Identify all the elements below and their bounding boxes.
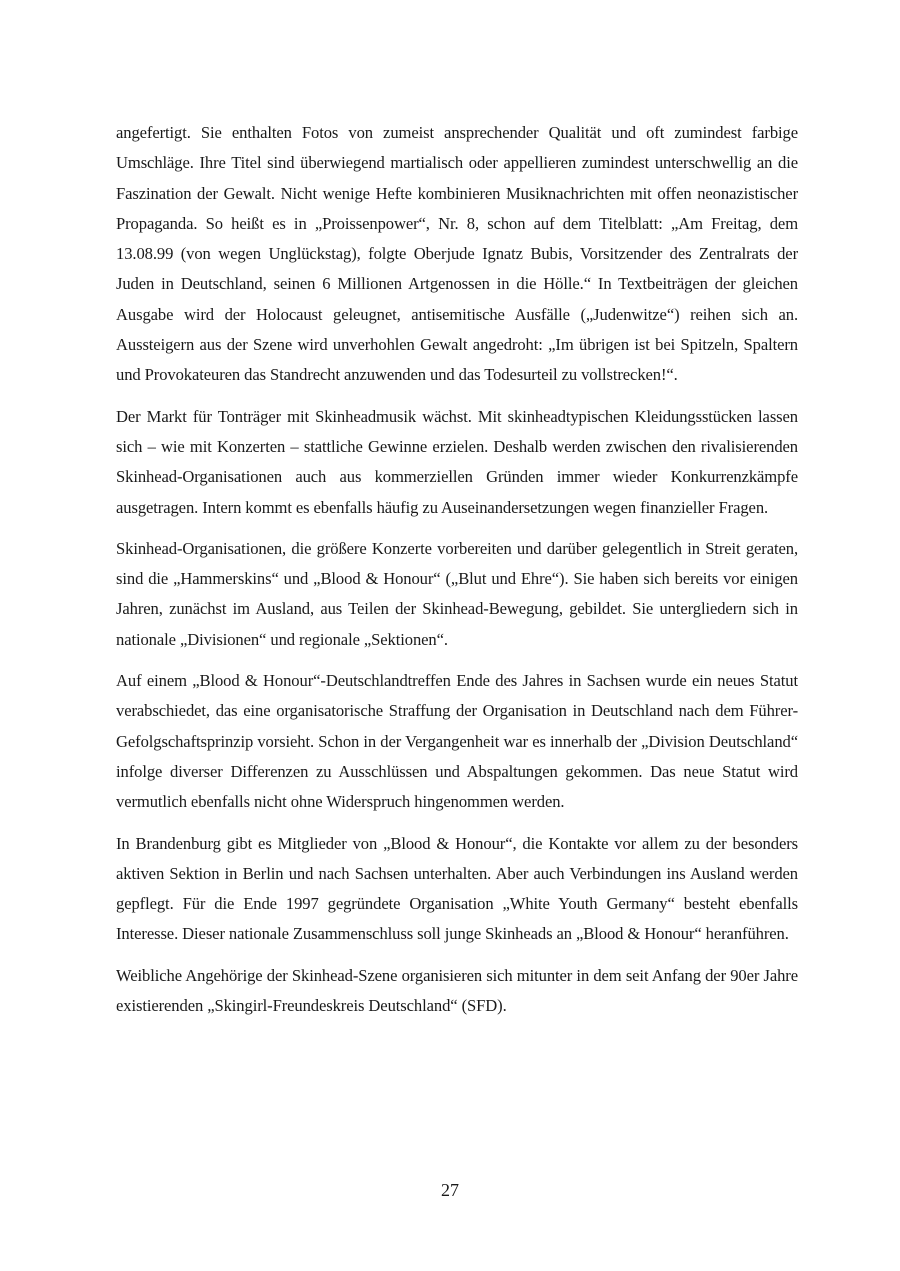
- paragraph-2: Der Markt für Tonträger mit Skinheadmusik wächst. Mit skinheadtypischen Kleidungsstücken lassen sich – wie mit Konzerten – stattliche Gewinne erzielen. Deshalb werden zwischen den rivalisierenden Skinhead-Organisationen auch aus kommerziellen Gründen immer wieder Konkurrenzkämpfe ausgetragen. Intern kommt es ebenfalls häufig zu Auseinandersetzungen wegen finanzieller Fragen.: [116, 406, 798, 517]
- paragraph-6: Weibliche Angehörige der Skinhead-Szene organisieren sich mitunter in dem seit Anfang der 90er Jahre existierenden „Skingirl-Freundeskreis Deutschland“ (SFD).: [116, 965, 798, 1016]
- paragraph-5: In Brandenburg gibt es Mitglieder von „Blood & Honour“, die Kontakte vor allem zu der besonders aktiven Sektion in Berlin und nach Sachsen unterhalten. Aber auch Verbindungen ins Ausland werden gepflegt. Für die Ende 1997 gegründete Organisation „White Youth Germany“ besteht ebenfalls Interesse. Dieser nationale Zusammenschluss soll junge Skinheads an „Blood & Honour“ heranführen.: [116, 833, 798, 944]
- paragraph-1: angefertigt. Sie enthalten Fotos von zumeist ansprechender Qualität und oft zumindest farbige Umschläge. Ihre Titel sind überwiegend martialisch oder appellieren zumindest unterschwellig an die Faszination der Gewalt. Nicht wenige Hefte kombinieren Musiknachrichten mit offen neonazistischer Propaganda. So heißt es in „Proissenpower“, Nr. 8, schon auf dem Titelblatt: „Am Freitag, dem 13.08.99 (von wegen Unglückstag), folgte Oberjude Ignatz Bubis, Vorsitzender des Zentralrats der Juden in Deutschland, seinen 6 Millionen Artgenossen in die Hölle.“ In Textbeiträgen der gleichen Ausgabe wird der Holocaust geleugnet, antisemitische Ausfälle („Judenwitze“) reihen sich an. Aussteigern aus der Szene wird unverhohlen Gewalt angedroht: „Im übrigen ist bei Spitzeln, Spaltern und Provokateuren das Standrecht anzuwenden und das Todesurteil zu vollstrecken!“.: [116, 123, 798, 385]
- paragraph-3: Skinhead-Organisationen, die größere Konzerte vorbereiten und darüber gelegentlich in Streit geraten, sind die „Hammerskins“ und „Blood & Honour“ („Blut und Ehre“). Sie haben sich bereits vor einigen Jahren, zunächst im Ausland, aus Teilen der Skinhead-Bewegung, gebildet. Sie untergliedern sich in nationale „Divisionen“ und regionale „Sektionen“.: [116, 538, 798, 649]
- page-number: 27: [441, 1180, 459, 1200]
- paragraph-4: Auf einem „Blood & Honour“-Deutschlandtreffen Ende des Jahres in Sachsen wurde ein neues Statut verabschiedet, das eine organisatorische Straffung der Organisation in Deutschland nach dem Führer-Gefolgschaftsprinzip vorsieht. Schon in der Vergangenheit war es innerhalb der „Division Deutschland“ infolge diverser Differenzen zu Ausschlüssen und Abspaltungen gekommen. Das neue Statut wird vermutlich ebenfalls nicht ohne Widerspruch hingenommen werden.: [116, 671, 798, 812]
- body-text: [116, 118, 798, 1032]
